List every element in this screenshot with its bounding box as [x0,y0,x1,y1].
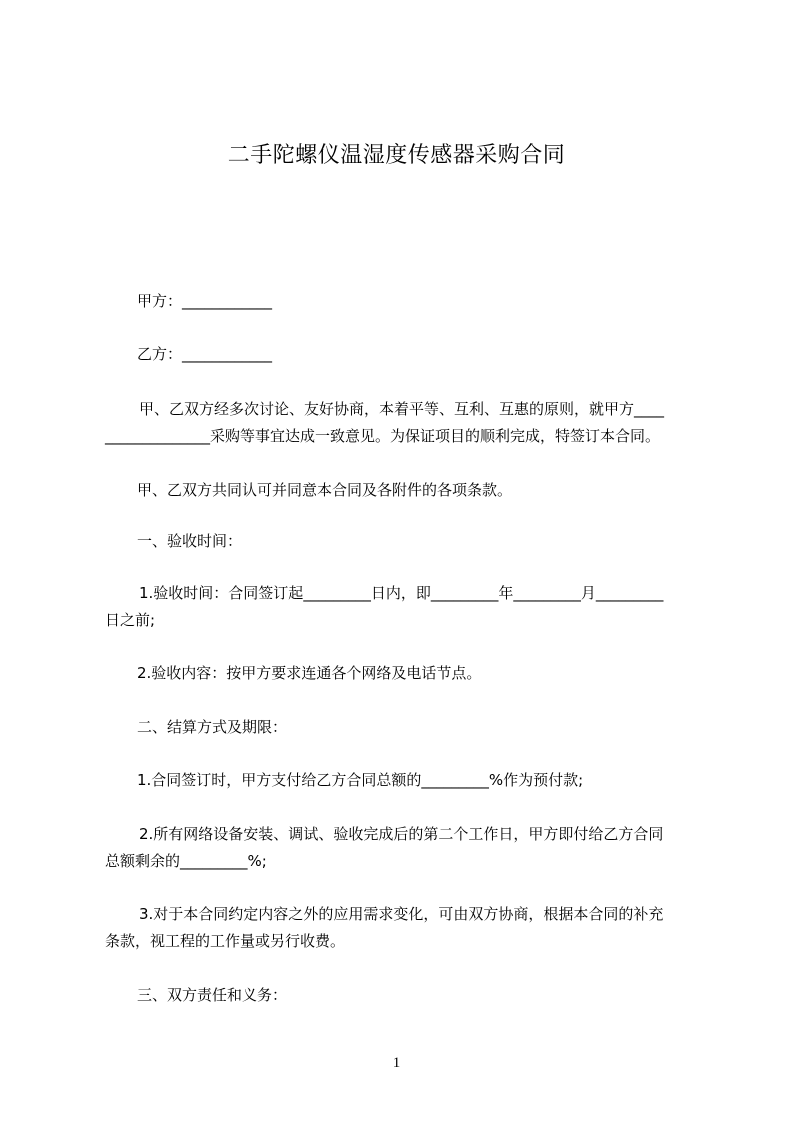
party-a-line: 甲方：____________ [137,292,273,310]
intro-paragraph-line-2: ______________采购等事宜达成一致意见。为保证项目的顺利完成，特签订本合同。 [105,427,661,445]
section-2-item-2-line-1: 2.所有网络设备安装、调试、验收完成后的第二个工作日，甲方即付给乙方合同 [139,825,664,843]
section-2-heading: 二、结算方式及期限： [137,718,288,736]
section-2-item-3-line-1: 3.对于本合同约定内容之外的应用需求变化，可由双方协商，根据本合同的补充 [139,905,664,923]
section-1-item-2: 2.验收内容：按甲方要求连通各个网络及电话节点。 [137,664,482,682]
section-1-heading: 一、验收时间： [137,532,243,550]
section-3-heading: 三、双方责任和义务： [137,986,288,1004]
document-title: 二手陀螺仪温湿度传感器采购合同 [227,143,566,168]
page-number: 1 [392,1055,401,1071]
section-2-item-1: 1.合同签订时，甲方支付给乙方合同总额的_________%作为预付款; [137,771,584,789]
section-2-item-3-line-2: 条款，视工程的工作量或另行收费。 [105,932,346,950]
intro-paragraph-line-1: 甲、乙双方经多次讨论、友好协商，本着平等、互利、互惠的原则，就甲方____ [139,400,665,418]
party-b-line: 乙方：____________ [137,345,273,363]
section-1-item-1-line-1: 1.验收时间：合同签订起_________日内，即_________年_________月_________ [139,584,664,602]
agreement-paragraph: 甲、乙双方共同认可并同意本合同及各附件的各项条款。 [137,481,513,499]
section-1-item-1-line-2: 日之前; [105,611,156,629]
section-2-item-2-line-2: 总额剩余的_________%; [105,852,267,870]
